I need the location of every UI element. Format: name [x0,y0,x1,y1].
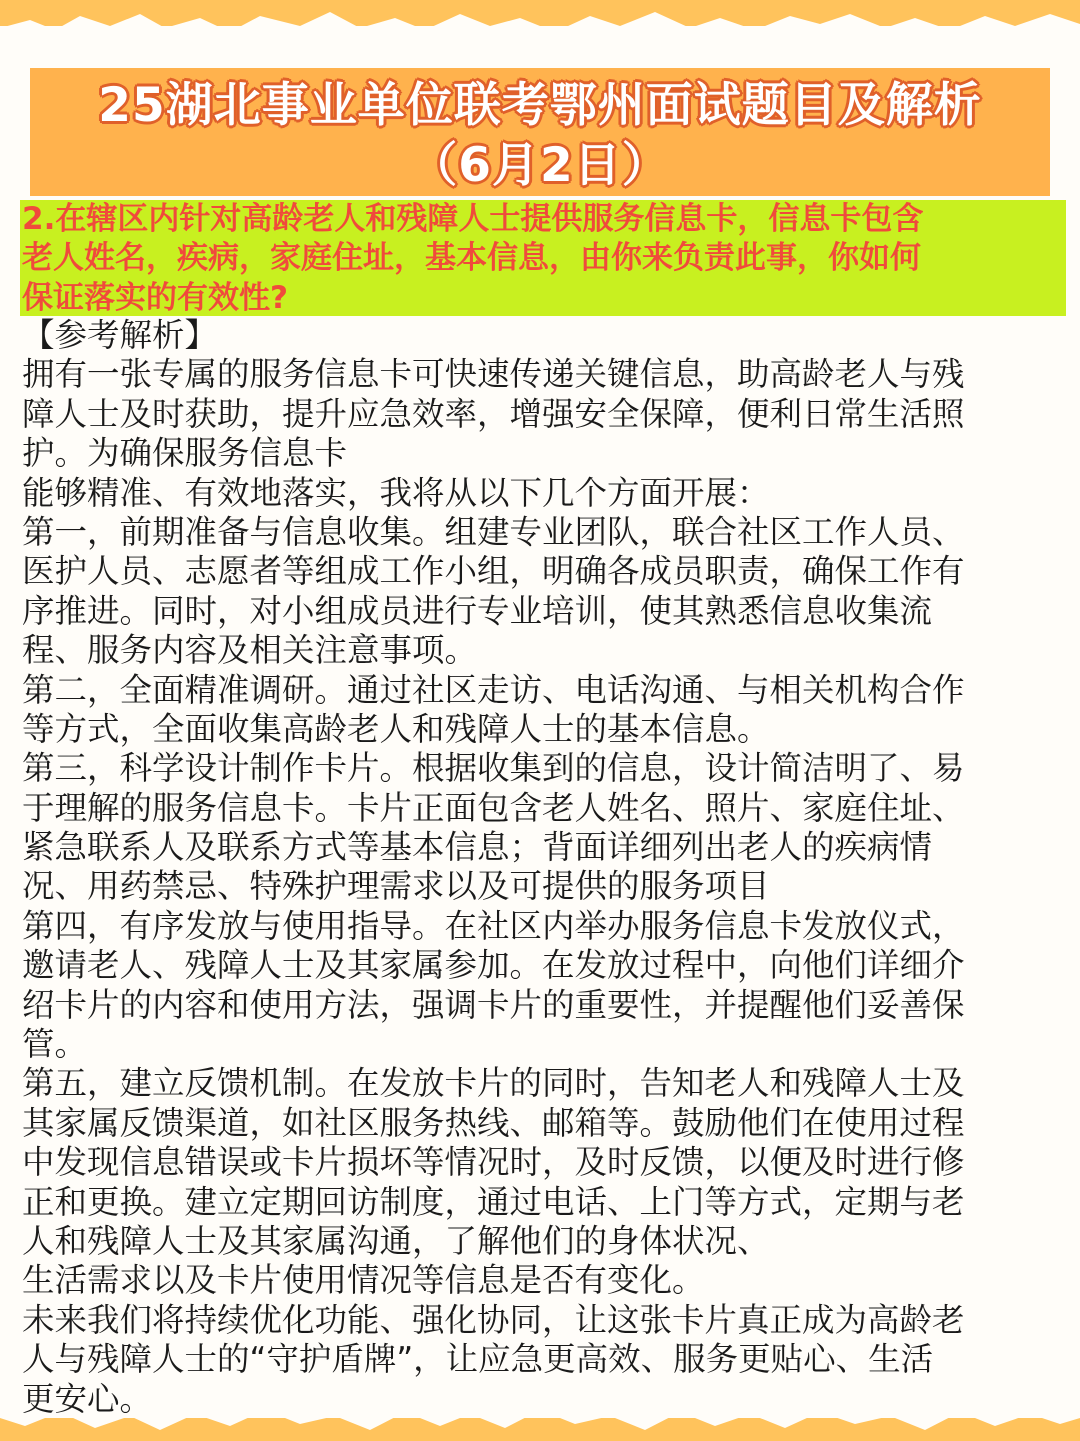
analysis-line: 紧急联系人及联系方式等基本信息；背面详细列出老人的疾病情 [22,828,933,867]
torn-paper-top-edge [0,6,1080,46]
analysis-line: 第四，有序发放与使用指导。在社区内举办服务信息卡发放仪式， [22,906,965,945]
title-line-2: （6月2日） [410,138,670,193]
analysis-line: 更安心。 [22,1379,153,1418]
analysis-body [22,316,1062,1419]
analysis-line: 等方式，全面收集高龄老人和残障人士的基本信息。 [22,709,770,748]
analysis-line: 护。为确保服务信息卡 [22,434,348,473]
question-line: 老人姓名，疾病，家庭住址，基本信息，由你来负责此事，你如何 [22,240,921,277]
analysis-line: 正和更换。建立定期回访制度，通过电话、上门等方式，定期与老 [22,1182,965,1221]
analysis-line: 人与残障人士的“守护盾牌”，让应急更高效、服务更贴心、生活 [22,1340,934,1379]
analysis-line: 中发现信息错误或卡片损坏等情况时，及时反馈，以便及时进行修 [22,1143,965,1182]
analysis-line: 障人士及时获助，提升应急效率，增强安全保障，便利日常生活照 [22,394,965,433]
analysis-line: 管。 [22,1025,88,1064]
analysis-line: 其家属反馈渠道，如社区服务热线、邮箱等。鼓励他们在使用过程 [22,1103,965,1142]
analysis-line: 序推进。同时，对小组成员进行专业培训，使其熟悉信息收集流 [22,591,933,630]
analysis-line: 绍卡片的内容和使用方法，强调卡片的重要性，并提醒他们妥善保 [22,985,965,1024]
analysis-line: 于理解的服务信息卡。卡片正面包含老人姓名、照片、家庭住址、 [22,788,965,827]
analysis-line: 未来我们将持续优化功能、强化协同，让这张卡片真正成为高龄老 [22,1300,965,1339]
analysis-line: 第二，全面精准调研。通过社区走访、电话沟通、与相关机构合作 [22,670,965,709]
title-line-1: 25湖北事业单位联考鄂州面试题目及解析 [98,78,982,133]
question-line: 保证落实的有效性? [22,279,288,316]
analysis-line: 邀请老人、残障人士及其家属参加。在发放过程中，向他们详细介 [22,946,965,985]
analysis-line: 拥有一张专属的服务信息卡可快速传递关键信息，助高龄老人与残 [22,355,965,394]
analysis-line: 第一，前期准备与信息收集。组建专业团队，联合社区工作人员、 [22,512,965,551]
analysis-line: 程、服务内容及相关注意事项。 [22,631,478,670]
question-text [22,200,1062,318]
analysis-line: 医护人员、志愿者等组成工作小组，明确各成员职责，确保工作有 [22,552,965,591]
analysis-heading: 【参考解析】 [22,316,218,354]
analysis-line: 能够精准、有效地落实，我将从以下几个方面开展： [22,473,770,512]
analysis-line: 人和残障人士及其家属沟通，了解他们的身体状况、 [22,1221,770,1260]
analysis-line: 第三，科学设计制作卡片。根据收集到的信息，设计简洁明了、易 [22,749,965,788]
analysis-line: 况、用药禁忌、特殊护理需求以及可提供的服务项目 [22,867,770,906]
analysis-line: 生活需求以及卡片使用情况等信息是否有变化。 [22,1261,705,1300]
analysis-line: 第五，建立反馈机制。在发放卡片的同时，告知老人和残障人士及 [22,1064,965,1103]
page-title [30,76,1050,196]
question-line: 2.在辖区内针对高龄老人和残障人士提供服务信息卡，信息卡包含 [22,201,924,237]
